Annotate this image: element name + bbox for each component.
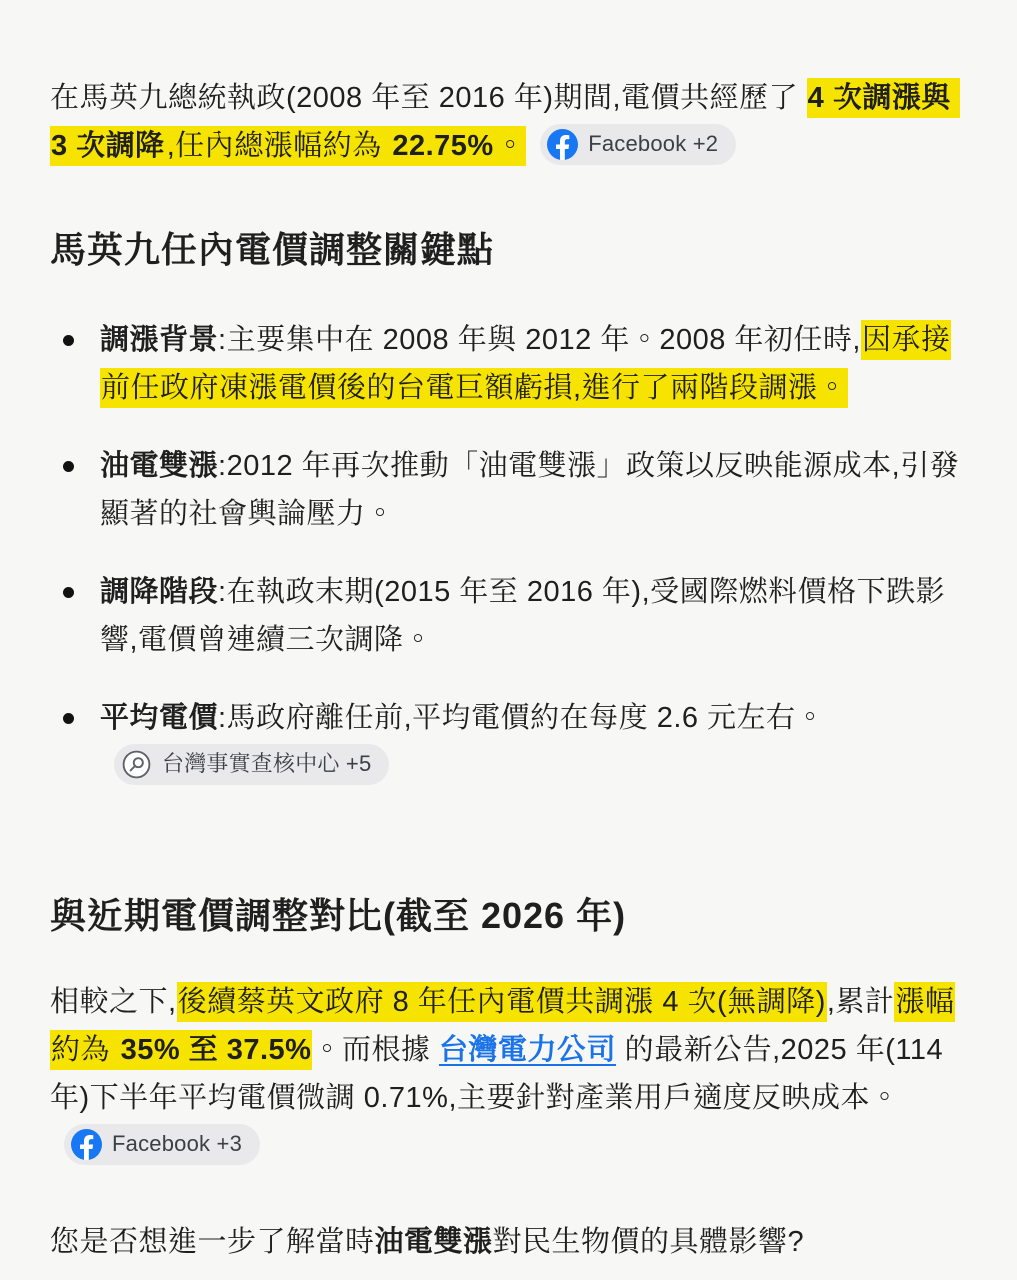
text-segment: :2012 年再次推動「油電雙漲」政策以反映能源成本,引發顯著的社會輿論壓力。 [100,450,960,530]
text-segment: 因承接前任政府凍漲電價後的台電巨額虧損,進行了兩階段調漲。 [100,320,951,408]
citation-label: 台灣事實查核中心 +5 [162,751,372,777]
section-heading-comparison: 與近期電價調整對比(截至 2026 年) [50,895,627,936]
list-item-average-price [50,694,965,790]
text-segment: 4 次調漲與 3 次調降 [50,78,960,166]
key-points-list [50,316,965,790]
citation-chip-facebook-2[interactable] [540,124,736,165]
text-segment: 您是否想進一步了解當時 [50,1226,375,1258]
bullet-text [100,702,825,734]
text-segment: 。 [495,126,527,166]
taipower-link[interactable]: 台灣電力公司 [439,1034,617,1066]
bullet-text [100,320,951,408]
text-segment: 22.75% [391,126,494,166]
citation-label: Facebook +3 [112,1131,243,1157]
text-segment: 35% 至 37.5% [120,1030,313,1070]
bullet-text [100,576,945,656]
text-segment: ,任內總漲幅約為 [166,126,392,166]
list-item-fuel-electricity-hike [50,442,965,538]
facebook-icon [547,129,578,160]
text-segment: 後續蔡英文政府 8 年任內電價共調漲 4 次(無調降) [177,982,827,1022]
text-segment: 油電雙漲 [374,1226,493,1258]
citation-chip-factcheck-5[interactable] [114,744,389,785]
text-segment: 的最新公告,2025 年(114 年)下半年平均電價微調 0.71%,主要針對產業用戶適度反映成本。 [50,1034,952,1114]
text-segment: ,累計 [826,986,895,1018]
text-segment: 對民生物價的具體影響? [492,1226,805,1258]
text-segment: :主要集中在 2008 年與 2012 年。2008 年初任時, [218,324,861,356]
follow-up-question [50,1218,965,1266]
text-segment: 油電雙漲 [100,450,219,482]
list-item-price-cut-phase [50,568,965,664]
text-segment: :馬政府離任前,平均電價約在每度 2.6 元左右。 [218,702,826,734]
text-segment: 平均電價 [100,702,219,734]
bullet-text [100,450,959,530]
text-segment: 。而根據 [312,1034,440,1066]
list-item-price-hike-background [50,316,965,412]
intro-paragraph [50,74,965,170]
text-segment: 相較之下, [50,986,177,1018]
text-segment: 調漲背景 [100,324,219,356]
intro-text [50,78,960,166]
citation-label: Facebook +2 [588,131,719,157]
comparison-paragraph [50,978,965,1170]
comparison-text [50,982,955,1114]
factcheck-icon [121,749,152,780]
citation-chip-facebook-3[interactable] [64,1124,260,1165]
text-segment: 在馬英九總統執政(2008 年至 2016 年)期間,電價共經歷了 [50,82,807,114]
text-segment: :在執政末期(2015 年至 2016 年),受國際燃料價格下跌影響,電價曾連續三次調降。 [100,576,946,656]
section-heading-key-points: 馬英九任內電價調整關鍵點 [50,229,495,270]
question-text [50,1226,804,1258]
text-segment: 漲幅約為 [50,982,955,1070]
text-segment: 調降階段 [100,576,219,608]
facebook-icon [71,1129,102,1160]
